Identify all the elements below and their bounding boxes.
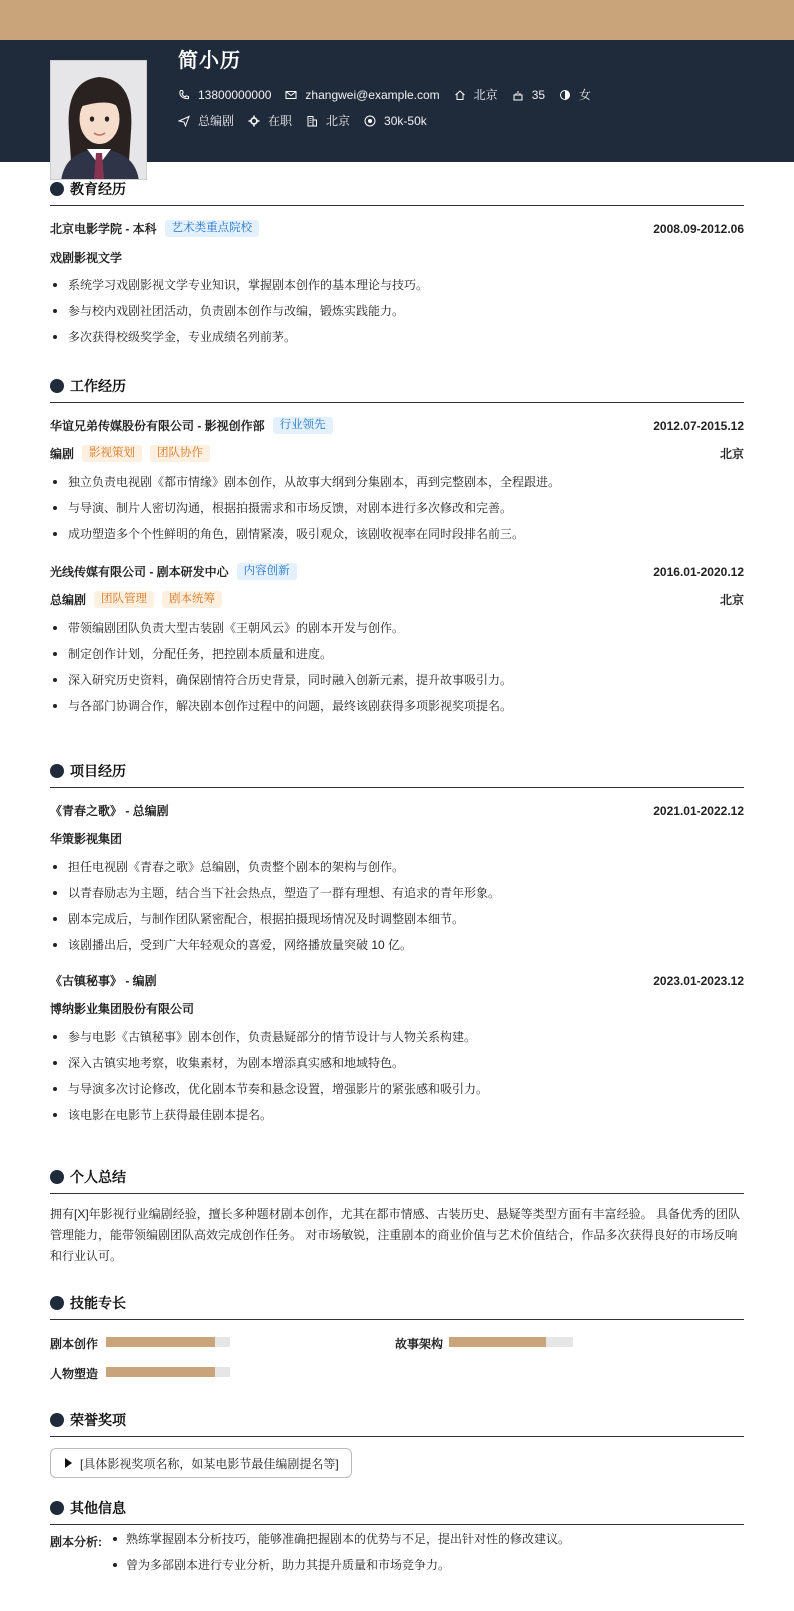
list-item: 与导演多次讨论修改，优化剧本节奏和悬念设置，增强影片的紧张感和吸引力。 [50,1076,744,1102]
list-item: 参与电影《古镇秘事》剧本创作，负责悬疑部分的情节设计与人物关系构建。 [50,1024,744,1050]
job-city: 北京 [719,593,744,607]
skill-bar [106,1367,230,1377]
candidate-name: 简小历 [178,50,241,72]
other-label: 剧本分析: [50,1535,102,1549]
company-tag: 内容创新 [237,563,297,580]
company-tag: 行业领先 [273,417,333,434]
cake-icon [512,89,524,101]
medal-icon [50,1413,64,1427]
section-title [50,375,744,397]
list-item: 多次获得校级奖学金，专业成绩名列前茅。 [50,324,744,350]
job-head [50,417,744,434]
skill-item [395,1335,635,1352]
mail-icon [285,89,297,101]
project-date: 2023.01-2023.12 [653,973,744,988]
major: 戏剧影视文学 [50,251,123,265]
building-icon [306,115,318,127]
location-item [454,86,498,103]
salary-item [364,114,427,128]
project-date: 2021.01-2022.12 [653,803,744,818]
job-date: 2016.01-2020.12 [653,564,744,579]
list-item: 深入古镇实地考察，收集素材，为剧本增添真实感和地域特色。 [50,1050,744,1076]
summary-section [50,1166,744,1266]
skill-item [50,1365,290,1382]
city-text: 北京 [326,114,351,128]
skills-section [50,1292,744,1382]
role-tag: 团队协作 [150,445,210,462]
role-tag: 剧本统筹 [162,591,222,608]
job-head [50,563,744,580]
section-divider [50,205,744,206]
list-item: 以青春励志为主题，结合当下社会热点，塑造了一群有理想、有追求的青年形象。 [50,880,744,906]
intent-row [178,112,441,129]
section-divider [50,1193,744,1194]
skill-bar [449,1337,573,1347]
education-entry-head [50,220,744,237]
email-text: zhangwei@example.com [305,87,440,102]
section-divider [50,1319,744,1320]
other-title: 其他信息 [70,1500,126,1516]
list-item: 制定创作计划，分配任务，把控剧本质量和进度。 [50,641,744,667]
section-divider [50,787,744,788]
skill-name: 剧本创作 [50,1337,99,1351]
awards-section [50,1409,744,1489]
list-item: 该电影在电影节上获得最佳剧本提名。 [50,1102,744,1128]
section-title [50,178,744,200]
section-title [50,1166,744,1188]
project-head [50,802,744,819]
money-icon [364,115,376,127]
bar-chart-icon [50,1296,64,1310]
list-item: 参与校内戏剧社团活动，负责剧本创作与改编，锻炼实践能力。 [50,298,744,324]
work-section [50,375,744,730]
project-head [50,972,744,989]
section-divider [50,1436,744,1437]
list-item: 曾为多部剧本进行专业分析，助力其提升质量和市场竞争力。 [108,1552,728,1578]
role-tag: 影视策划 [82,445,142,462]
profile-photo [50,60,147,180]
salary-text: 30k-50k [384,113,427,128]
top-accent-bar [0,0,794,40]
skill-item [50,1335,290,1352]
phone-item [178,88,271,102]
job-role: 总编剧 [50,593,87,607]
education-section [50,178,744,358]
other-section [50,1497,744,1607]
skill-bar-fill [449,1337,546,1347]
list-item: 与各部门协调合作，解决剧本创作过程中的问题，最终该剧获得多项影视奖项提名。 [50,693,744,719]
gender-text: 女 [579,88,592,102]
contact-row [178,86,605,103]
job-date: 2012.07-2015.12 [653,418,744,433]
list-item: 与导演、制片人密切沟通，根据拍摄需求和市场反馈，对剧本进行多次修改和完善。 [50,495,744,521]
role-tag: 团队管理 [94,591,154,608]
list-item: 熟练掌握剧本分析技巧，能够准确把握剧本的优势与不足，提出针对性的修改建议。 [108,1526,728,1552]
position-item [178,112,234,129]
list-item: 系统学习戏剧影视文学专业知识，掌握剧本创作的基本理论与技巧。 [50,272,744,298]
phone-icon [178,89,190,101]
gender-icon [559,89,571,101]
job-bullets [50,469,744,547]
skill-name: 故事架构 [395,1337,444,1351]
projects-title: 项目经历 [70,763,126,779]
skill-bar-fill [106,1367,215,1377]
job-bullets [50,615,744,719]
position-text: 总编剧 [198,114,235,128]
education-date: 2008.09-2012.06 [653,221,744,236]
work-title: 工作经历 [70,378,126,394]
project-name: 《古镇秘事》 - 编剧 [50,974,157,988]
project-name: 《青春之歌》 - 总编剧 [50,804,169,818]
email-item [285,88,439,102]
job-role-row [50,591,744,608]
list-item: 深入研究历史资料，确保剧情符合历史背景，同时融入创新元素，提升故事吸引力。 [50,667,744,693]
phone-text: 13800000000 [198,87,272,102]
other-bullets [108,1526,728,1578]
job-role: 编剧 [50,447,75,461]
list-item: 带领编剧团队负责大型古装剧《王朝风云》的剧本开发与创作。 [50,615,744,641]
resume-header [0,40,794,162]
award-text: [具体影视奖项名称，如某电影节最佳编剧提名等] [80,1456,339,1471]
section-title [50,1292,744,1314]
project-bullets [50,854,744,958]
list-item: 担任电视剧《青春之歌》总编剧，负责整个剧本的架构与创作。 [50,854,744,880]
education-title: 教育经历 [70,181,126,197]
city-item [306,112,350,129]
gender-item [559,86,591,103]
skill-bar [106,1337,230,1347]
project-org: 博纳影业集团股份有限公司 [50,1002,195,1016]
company-name: 光线传媒有限公司 - 剧本研发中心 [50,565,229,579]
status-icon [248,115,260,127]
section-divider [50,1524,744,1525]
user-icon [50,1170,64,1184]
list-item: 该剧播出后，受到广大年轻观众的喜爱，网络播放量突破 10 亿。 [50,932,744,958]
section-title [50,1497,744,1519]
project-bullets [50,1024,744,1128]
section-divider [50,402,744,403]
awards-title: 荣誉奖项 [70,1412,126,1428]
list-item: 独立负责电视剧《都市情缘》剧本创作，从故事大纲到分集剧本，再到完整剧本，全程跟进。 [50,469,744,495]
status-item [248,112,292,129]
section-title [50,760,744,782]
school-name: 北京电影学院 - 本科 [50,222,157,236]
skill-bar-fill [106,1337,215,1347]
projects-section [50,760,744,1140]
briefcase-icon [50,379,64,393]
info-icon [50,1501,64,1515]
summary-title: 个人总结 [70,1169,126,1185]
location-text: 北京 [473,88,498,102]
caret-right-icon [65,1458,72,1468]
send-icon [178,115,190,127]
list-item: 剧本完成后，与制作团队紧密配合，根据拍摄现场情况及时调整剧本细节。 [50,906,744,932]
job-city: 北京 [719,447,744,461]
home-icon [454,89,466,101]
summary-text: 拥有[X]年影视行业编剧经验，擅长多种题材剧本创作，尤其在都市情感、古装历史、悬疑等类型方面有丰富经验。 具备优秀的团队管理能力，能带领编剧团队高效完成创作任务。 对市场敏锐，注重剧本的商业价值与艺术价值结合，作品多次获得良好的市场反响和行业认可。 [50,1207,741,1263]
skills-title: 技能专长 [70,1295,126,1311]
education-bullets [50,272,744,350]
skill-name: 人物塑造 [50,1367,99,1381]
age-text: 35 [531,87,546,102]
project-org: 华策影视集团 [50,832,123,846]
job-role-row [50,445,744,462]
company-name: 华谊兄弟传媒股份有限公司 - 影视创作部 [50,419,265,433]
grid-icon [50,764,64,778]
age-item [512,88,545,102]
school-tag: 艺术类重点院校 [165,220,260,237]
list-item: 成功塑造多个个性鲜明的角色，剧情紧凑，吸引观众，该剧收视率在同时段排名前三。 [50,521,744,547]
graduation-cap-icon [50,182,64,196]
award-item[interactable] [50,1448,352,1478]
section-title [50,1409,744,1431]
avatar-icon [51,61,147,180]
status-text: 在职 [268,114,293,128]
